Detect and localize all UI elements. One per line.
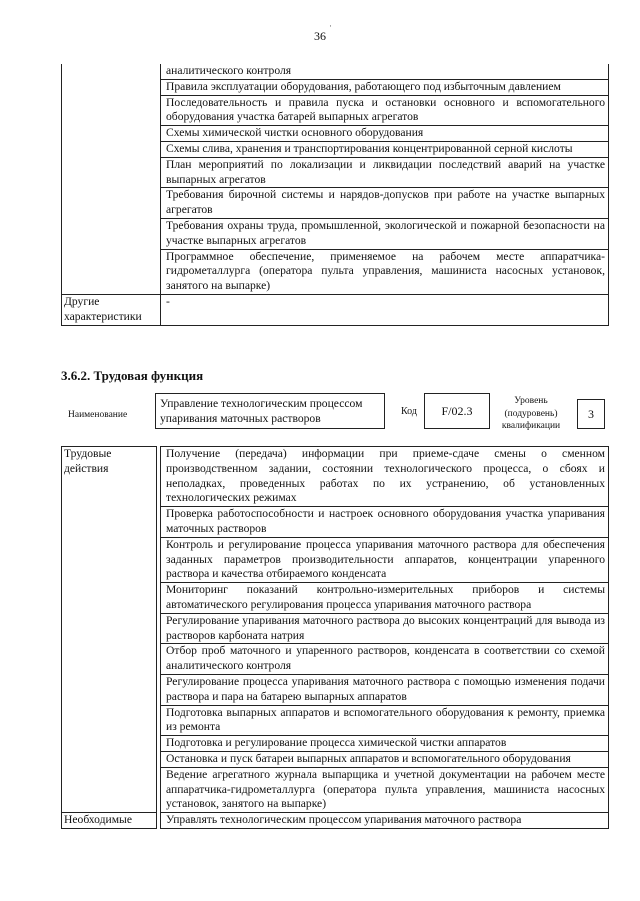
requirement-cell: Схемы химической чистки основного оборудования [161, 126, 609, 142]
code-label: Код [401, 406, 417, 417]
labor-action-cell: Регулирование упаривания маточного раствора до высоких концентраций для вывода из растворов карбоната натрия [161, 613, 609, 644]
labor-action-cell: Отбор проб маточного и упаренного растворов, конденсата в соответствии со схемой аналитического контроля [161, 644, 609, 675]
function-name-box: Управление технологическим процессом упаривания маточных растворов [155, 393, 385, 429]
section-heading: 3.6.2. Трудовая функция [61, 368, 204, 383]
labor-function-header [61, 393, 608, 439]
labor-action-cell: Проверка работоспособности и настроек основного оборудования участка упаривания маточных растворов [161, 507, 609, 538]
qualification-level-label: Уровень (подуровень) квалификации [501, 396, 561, 431]
row-label-cell: Другие характеристики [62, 294, 161, 325]
requirement-cell: Требования охраны труда, промышленной, экологической и пожарной безопасности на участке выпарных агрегатов [161, 218, 609, 249]
requirements-table-continued [61, 64, 609, 326]
labor-action-cell: Остановка и пуск батареи выпарных аппаратов и вспомогательного оборудования [161, 751, 609, 767]
labor-action-cell: Регулирование процесса упаривания маточного раствора с помощью изменения подачи раствора и пара на батарею выпарных аппаратов [161, 674, 609, 705]
table-row [62, 813, 609, 829]
scan-speck: · [329, 21, 332, 31]
requirement-cell: Правила эксплуатации оборудования, работающего под избыточным давлением [161, 79, 609, 95]
labor-action-cell: Контроль и регулирование процесса упаривания маточного раствора для обеспечения заданных параметров производительности аппаратов, концентрации упаренного раствора и качества отбираемого конденсата [161, 537, 609, 582]
requirement-cell: Схемы слива, хранения и транспортирования концентрированной серной кислоты [161, 141, 609, 157]
qualification-level-box: 3 [577, 399, 605, 429]
requirement-cell: - [161, 294, 609, 325]
labor-action-cell: Ведение агрегатного журнала выпарщика и учетной документации на рабочем месте аппаратчика-гидрометаллурга (оператора пульта управления, машиниста насосных установок, занятого на выпарке) [161, 767, 609, 812]
labor-action-cell: Получение (передача) информации при приеме-сдаче смены о сменном производственном задании, состоянии технологического процесса, о сбоях и неполадках, проведенных работах по их устранению, об установленных технологических режимах [161, 447, 609, 507]
labor-actions-label: Трудовые действия [62, 447, 157, 813]
row-label-cell [62, 64, 161, 294]
requirement-cell: аналитического контроля [161, 64, 609, 79]
labor-action-cell: Мониторинг показаний контрольно-измерительных приборов и системы автоматического регулирования процесса упаривания маточного раствора [161, 583, 609, 614]
page-number: 36 [314, 29, 326, 43]
requirement-cell: Программное обеспечение, применяемое на рабочем месте аппаратчика-гидрометаллурга (оператора пульта управления, машиниста насосных установок, занятого на выпарке) [161, 249, 609, 294]
requirement-cell: Требования бирочной системы и нарядов-допусков при работе на участке выпарных агрегатов [161, 188, 609, 219]
requirement-cell: План мероприятий по локализации и ликвидации последствий аварий на участке выпарных агрегатов [161, 157, 609, 188]
function-code-box: F/02.3 [424, 393, 490, 429]
table-row [62, 294, 609, 325]
labor-action-cell: Подготовка и регулирование процесса химической чистки аппаратов [161, 736, 609, 752]
labor-action-cell: Подготовка выпарных аппаратов и вспомогательного оборудования к ремонту, приемка из ремонта [161, 705, 609, 736]
labor-actions-table [61, 446, 609, 829]
skill-cell: Управлять технологическим процессом упаривания маточного раствора [161, 813, 609, 829]
name-label: Наименование [68, 410, 128, 420]
table-row [62, 64, 609, 79]
table-row [62, 447, 609, 507]
skills-label: Необходимые [62, 813, 157, 829]
requirement-cell: Последовательность и правила пуска и остановки основного и вспомогательного оборудования участка батарей выпарных агрегатов [161, 95, 609, 126]
